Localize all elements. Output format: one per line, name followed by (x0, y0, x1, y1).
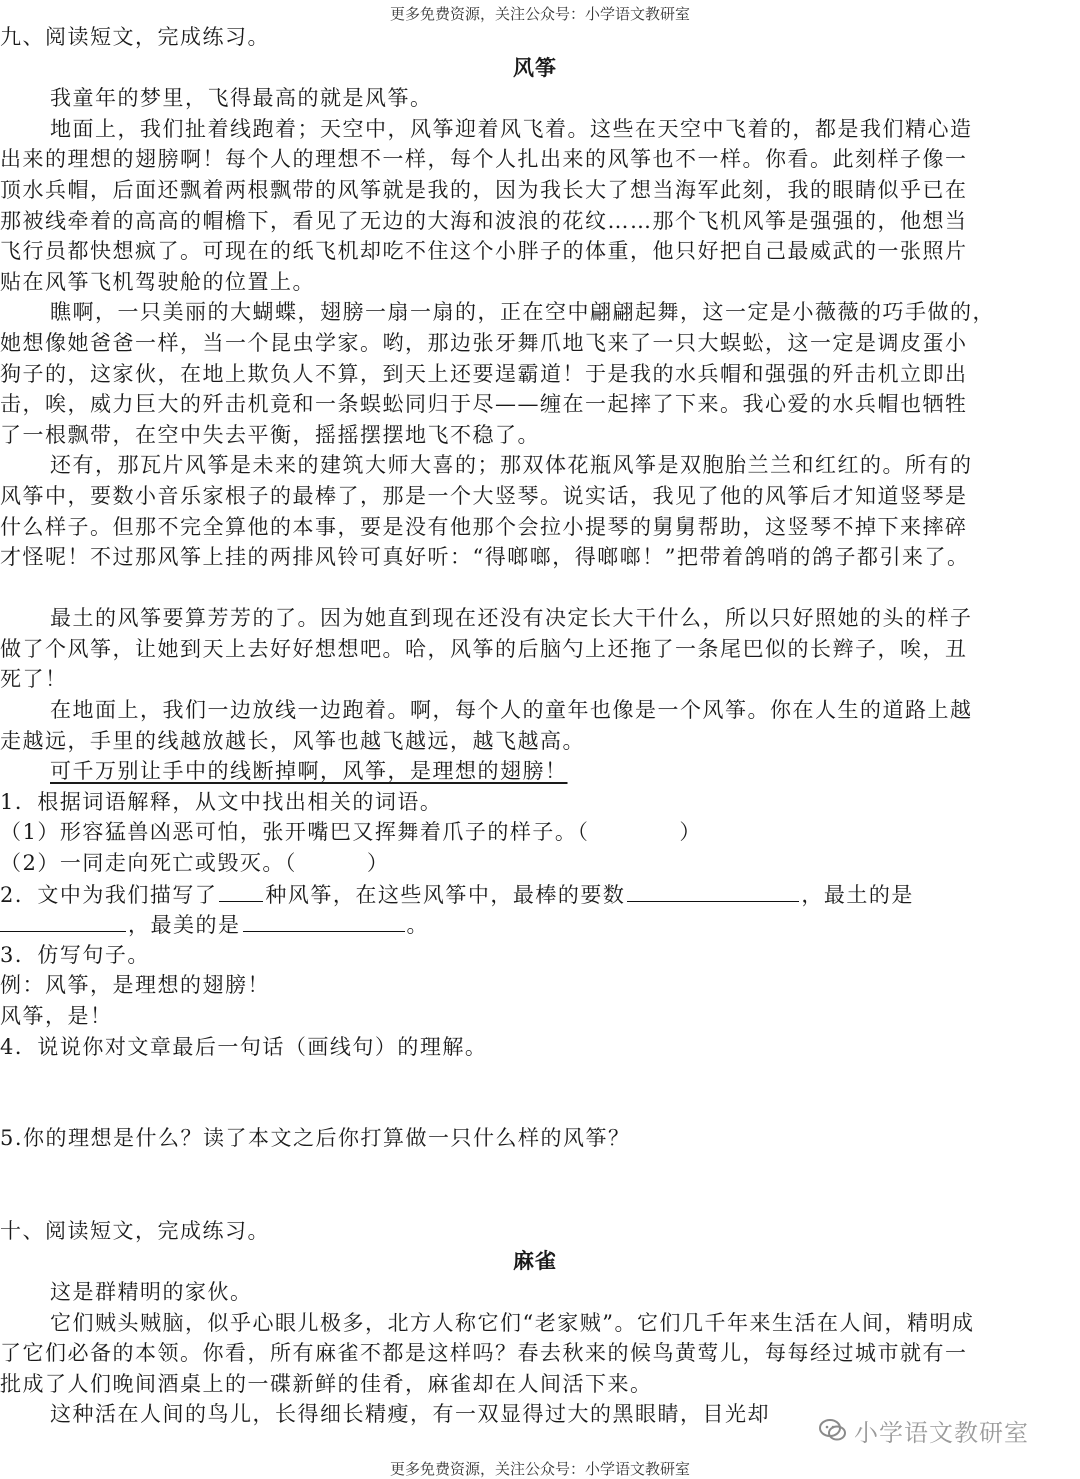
watermark-text: 小学语文教研室 (854, 1418, 1029, 1447)
text-line: 顶水兵帽，后面还飘着两根飘带的风筝就是我的，因为我长大了想当海军此刻，我的眼睛似乎已在 (0, 177, 968, 202)
question-text: （1）形容猛兽凶恶可怕，张开嘴巴又挥舞着爪子的样子。（ (0, 820, 590, 845)
text-line: 在地面上，我们一边放线一边跑着。啊，每个人的童年也像是一个风筝。你在人生的道路上越 (50, 698, 973, 723)
text-line: 她想像她爸爸一样，当一个昆虫学家。哟，那边张牙舞爪地飞来了一只大蜈蚣，这一定是调皮蛋小 (0, 330, 968, 355)
text-line: 了它们必备的本领。你看，所有麻雀不都是这样吗？春去秋来的候鸟黄莺儿，每每经过城市就有一 (0, 1341, 968, 1366)
text-line: 击，唉，威力巨大的歼击机竟和一条蜈蚣同归于尽——缠在一起摔了下来。我心爱的水兵帽也牺牲 (0, 392, 968, 417)
answer-blank[interactable] (627, 879, 799, 902)
text-line: 狗子的，这家伙，在地上欺负人不算，到天上还要逞霸道！于是我的水兵帽和强强的歼击机立即出 (0, 361, 968, 386)
question-3: 3．仿写句子。 (0, 942, 150, 967)
question-text: 。 (406, 913, 429, 938)
text-line: 风筝中，要数小音乐家根子的最棒了，那是一个大竖琴。说实话，我见了他的风筝后才知道竖琴是 (0, 483, 968, 508)
text-line: 贴在风筝飞机驾驶舱的位置上。 (0, 269, 315, 294)
text-line: 这种活在人间的鸟儿，长得细长精瘦，有一双显得过大的黑眼睛，目光却 (50, 1402, 770, 1427)
text-line: 死了！ (0, 667, 68, 692)
text-line: 走越远，手里的线越放越长，风筝也越飞越远，越飞越高。 (0, 728, 585, 753)
question-text: （2）一同走向死亡或毁灭。（ (0, 851, 297, 876)
underlined-text: 可千万别让手中的线断掉啊，风筝，是理想的翅膀！ (50, 759, 568, 784)
text-line: 出来的理想的翅膀啊！每个人的理想不一样，每个人扎出来的风筝也不一样。你看。此刻样子像一 (0, 147, 968, 172)
section-heading: 十、阅读短文，完成练习。 (0, 1218, 270, 1243)
question-5: 5.你的理想是什么？读了本文之后你打算做一只什么样的风筝？ (0, 1126, 631, 1151)
question-3-task: 风筝，是！ (0, 1004, 113, 1028)
text-line: 还有，那瓦片风筝是未来的建筑大师大喜的；那双体花瓶风筝是双胞胎兰兰和红红的。所有的 (50, 453, 973, 478)
text-line: 那被线牵着的高高的帽檐下，看见了无边的大海和波浪的花纹……那个飞机风筝是强强的，他想当 (0, 208, 968, 233)
text-line: 这是群精明的家伙。 (50, 1279, 253, 1304)
question-text: ，最美的是 (128, 913, 241, 938)
section-heading: 九、阅读短文，完成练习。 (0, 25, 270, 49)
question-1-2 (0, 848, 1070, 879)
question-2 (0, 879, 1070, 910)
page-footer: 更多免费资源，关注公众号：小学语文教研室 (389, 1460, 690, 1478)
question-text: ） (366, 851, 390, 876)
text-line: 了一根飘带，在空中失去平衡，摇摇摆摆地飞不稳了。 (0, 422, 540, 447)
question-2-cont (0, 909, 1070, 940)
question-3-example: 例：风筝，是理想的翅膀！ (0, 973, 270, 998)
passage-title: 麻雀 (513, 1248, 557, 1274)
wechat-icon (818, 1415, 848, 1445)
question-4: 4．说说你对文章最后一句话（画线句）的理解。 (0, 1034, 488, 1059)
page-header: 更多免费资源，关注公众号：小学语文教研室 (389, 5, 690, 23)
text-line: 最土的风筝要算芳芳的了。因为她直到现在还没有决定长大干什么，所以只好照她的头的样子 (50, 606, 973, 631)
answer-blank[interactable] (0, 909, 126, 932)
answer-blank[interactable] (243, 909, 405, 932)
question-text: ） (679, 820, 702, 845)
question-1-1 (0, 817, 1070, 848)
text-line: 批成了人们晚间酒桌上的一碟新鲜的佳肴，麻雀却在人间活下来。 (0, 1371, 653, 1396)
question-1: 1．根据词语解释，从文中找出相关的词语。 (0, 789, 443, 814)
page-content (0, 22, 1070, 1430)
text-line: 飞行员都快想疯了。可现在的纸飞机却吃不住这个小胖子的体重，他只好把自己最威武的一张照片 (0, 239, 968, 264)
text-line: 它们贼头贼脑，似乎心眼儿极多，北方人称它们“老家贼”。它们几千年来生活在人间，精明成 (50, 1310, 975, 1335)
question-text: ，最土的是 (801, 882, 914, 907)
text-line: 瞧啊，一只美丽的大蝴蝶，翅膀一扇一扇的，正在空中翩翩起舞，这一定是小薇薇的巧手做的， (50, 300, 995, 325)
passage-title: 风筝 (513, 54, 557, 80)
underlined-sentence (0, 756, 1070, 787)
text-line: 地面上，我们扯着线跑着；天空中，风筝迎着风飞着。这些在天空中飞着的，都是我们精心造 (50, 116, 973, 141)
text-line: 做了个风筝，让她到天上去好好想想吧。哈，风筝的后脑勺上还拖了一条尾巴似的长辫子，唉，丑 (0, 636, 968, 661)
text-line: 才怪呢！不过那风筝上挂的两排风铃可真好听：“得啷啷，得啷啷！”把带着鸽哨的鸽子都引来了。 (0, 545, 970, 570)
question-text: 种风筝，在这些风筝中，最棒的要数 (265, 882, 626, 907)
question-text: 2．文中为我们描写了 (0, 882, 218, 907)
answer-blank[interactable] (219, 879, 263, 902)
text-line: 我童年的梦里，飞得最高的就是风筝。 (50, 86, 433, 111)
watermark (818, 1408, 1058, 1452)
text-line: 什么样子。但那不完全算他的本事，要是没有他那个会拉小提琴的舅舅帮助，这竖琴不掉下来摔碎 (0, 514, 968, 539)
